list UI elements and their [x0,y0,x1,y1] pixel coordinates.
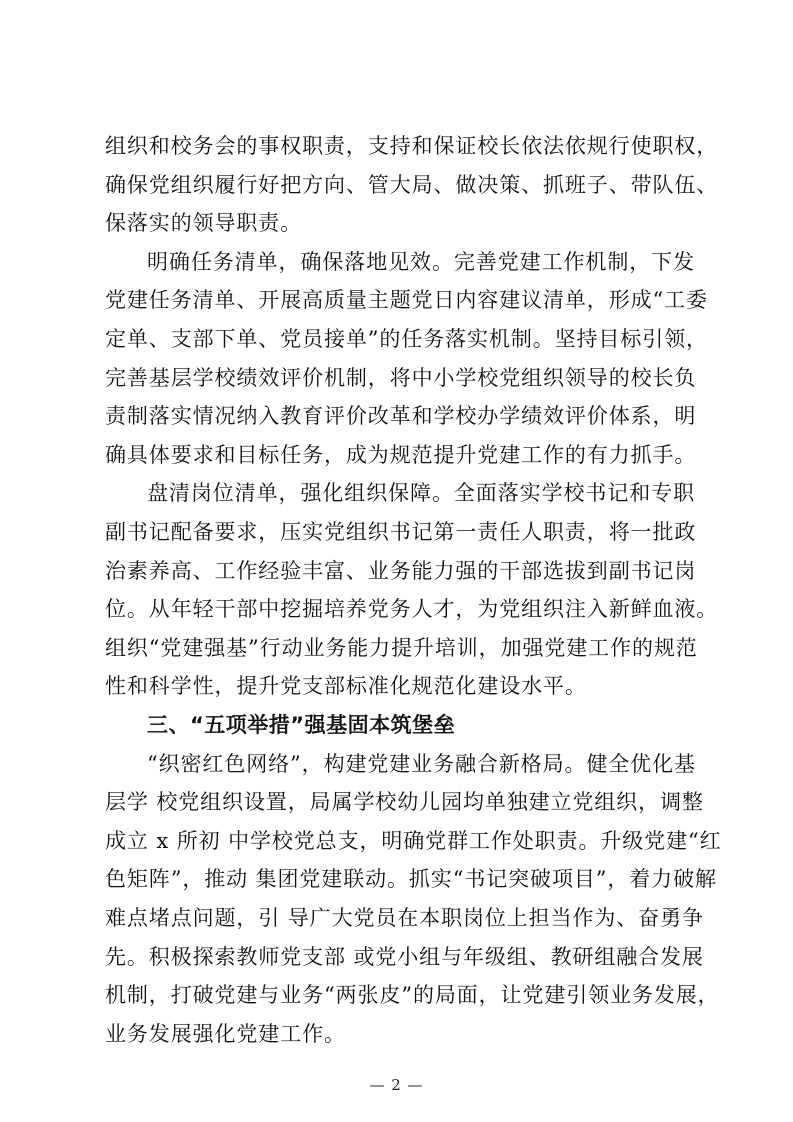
paragraph-line: 保落实的领导职责。 [105,211,303,235]
paragraph-line: 明确任务清单，确保落地见效。完善党建工作机制，下发 [147,250,695,274]
paragraph-line: 盘清岗位清单，强化组织保障。全面落实学校书记和专职 [147,481,695,505]
paragraph-line: 层学 校党组织设置，局属学校幼儿园均单独建立党组织，调整 [105,790,704,814]
paragraph-line: 难点堵点问题，引 导广大党员在本职岗位上担当作为、奋勇争 [105,906,704,930]
paragraph-line: 色矩阵”，推动 集团党建联动。抓实“书记突破项目”，着力破解 [105,867,717,891]
paragraph-line: 确保党组织履行好把方向、管大局、做决策、抓班子、带队伍、 [105,173,719,197]
page-number: — 2 — [369,1076,424,1094]
paragraph-line: 组织“党建强基”行动业务能力提升培训，加强党建工作的规范 [105,636,698,660]
paragraph-line: 性和科学性，提升党支部标准化规范化建设水平。 [105,674,587,698]
paragraph-line: 治素养高、工作经验丰富、业务能力强的干部选拔到副书记岗 [105,559,697,583]
paragraph-line: 组织和校务会的事权职责，支持和保证校长依法依规行使职权， [105,134,719,158]
paragraph-line: 定单、支部下单、党员接单”的任务落实机制。坚持目标引领， [105,327,708,351]
paragraph-line: 先。积极探索教师党支部 或党小组与年级组、教研组融合发展 [105,945,704,969]
paragraph-line: 位。从年轻干部中挖掘培养党务人才，为党组织注入新鲜血液。 [105,597,719,621]
paragraph-line: 完善基层学校绩效评价机制，将中小学校党组织领导的校长负 [105,366,697,390]
paragraph-line: 成立 x 所初 中学校党总支，明确党群工作处职责。升级党建“红 [105,829,722,853]
section-heading: 三、“五项举措”强基固本筑堡垒 [147,713,456,737]
paragraph-line: 责制落实情况纳入教育评价改革和学校办学绩效评价体系，明 [105,404,697,428]
paragraph-line: “织密红色网络”，构建党建业务融合新格局。健全优化基 [147,752,696,776]
paragraph-line: 机制，打破党建与业务“两张皮”的局面，让党建引领业务发展， [105,983,720,1007]
paragraph-line: 业务发展强化党建工作。 [105,1022,346,1046]
paragraph-line: 党建任务清单、开展高质量主题党日内容建议清单，形成“工委 [105,288,708,312]
paragraph-line: 确具体要求和目标任务，成为规范提升党建工作的有力抓手。 [105,443,697,467]
paragraph-line: 副书记配备要求，压实党组织书记第一责任人职责，将一批政 [105,520,697,544]
